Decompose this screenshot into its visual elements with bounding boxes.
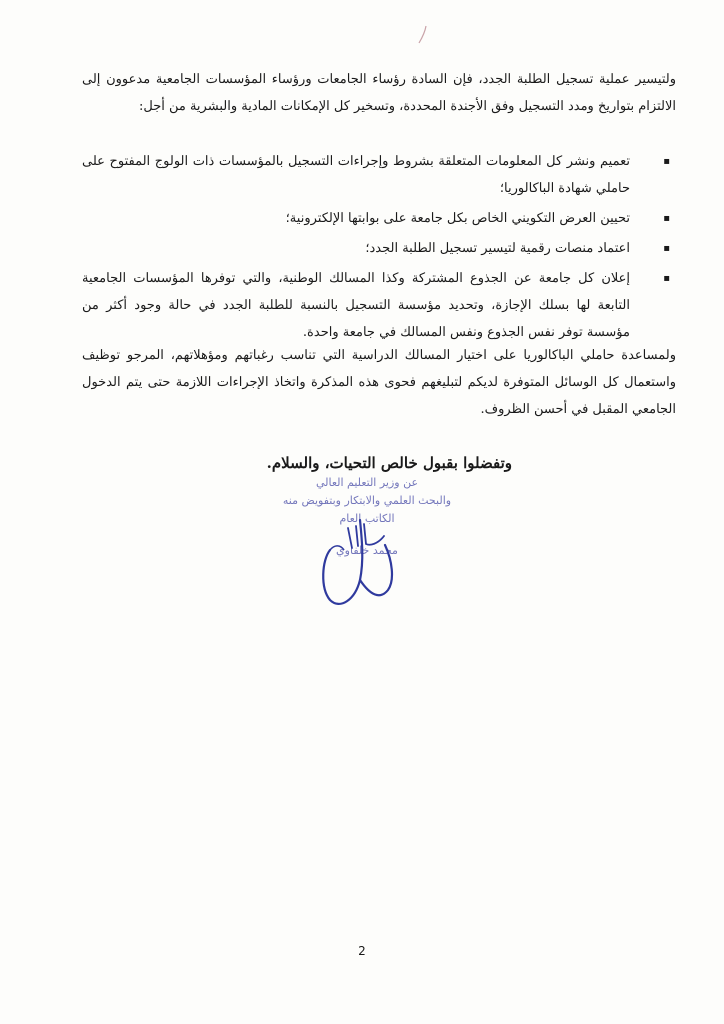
intro-paragraph: ولتيسير عملية تسجيل الطلبة الجدد، فإن السادة رؤساء الجامعات ورؤساء المؤسسات الجامعية مدعوون إلى الالتزام بتواريخ ومدد التسجيل وفق الأجندة المحددة، وتسخير كل الإمكانات المادية والبشرية من أجل: (82, 72, 676, 114)
support-paragraph: ولمساعدة حاملي الباكالوريا على اختيار المسالك الدراسية التي تناسب رغباتهم ومؤهلاتهم، المرجو توظيف واستعمال كل الوسائل المتوفرة لديكم لتبليغهم فحوى هذه المذكرة واتخاذ الإجراءات اللازمة حتى يتم الدخول الجامعي المقبل في أحسن الظروف. (82, 348, 676, 417)
list-item: ▪ إعلان كل جامعة عن الجذوع المشتركة وكذا المسالك الوطنية، والتي توفرها المؤسسات الجامعية التابعة لها بسلك الإجازة، وتحديد مؤسسة التسجيل بالنسبة للطلبة الجدد في حالة وجود أكثر من مؤسسة توفر نفس الجذوع ونفس المسالك في جامعة واحدة. (82, 265, 676, 346)
stamp-line: والبحث العلمي والابتكار وبتفويض منه (282, 494, 452, 507)
signatory-name: محمد خلفاوي (336, 544, 398, 557)
list-item: ▪ تعميم ونشر كل المعلومات المتعلقة بشروط وإجراءات التسجيل بالمؤسسات ذات الولوج المفتوح على حاملي شهادة الباكالوريا؛ (82, 148, 676, 202)
list-item: ▪ تحيين العرض التكويني الخاص بكل جامعة على بوابتها الإلكترونية؛ (82, 205, 676, 232)
page-number: 2 (358, 944, 366, 958)
pen-mark (416, 24, 430, 46)
stamp-line: عن وزير التعليم العالي (315, 476, 419, 489)
handwritten-signature (300, 500, 440, 640)
stamp-line: الكاتب العام (339, 512, 395, 525)
list-item: ▪ اعتماد منصات رقمية لتيسير تسجيل الطلبة الجدد؛ (82, 235, 676, 262)
measures-list (82, 148, 676, 349)
closing-salutation: وتفضلوا بقبول خالص التحيات، والسلام. (266, 454, 512, 472)
